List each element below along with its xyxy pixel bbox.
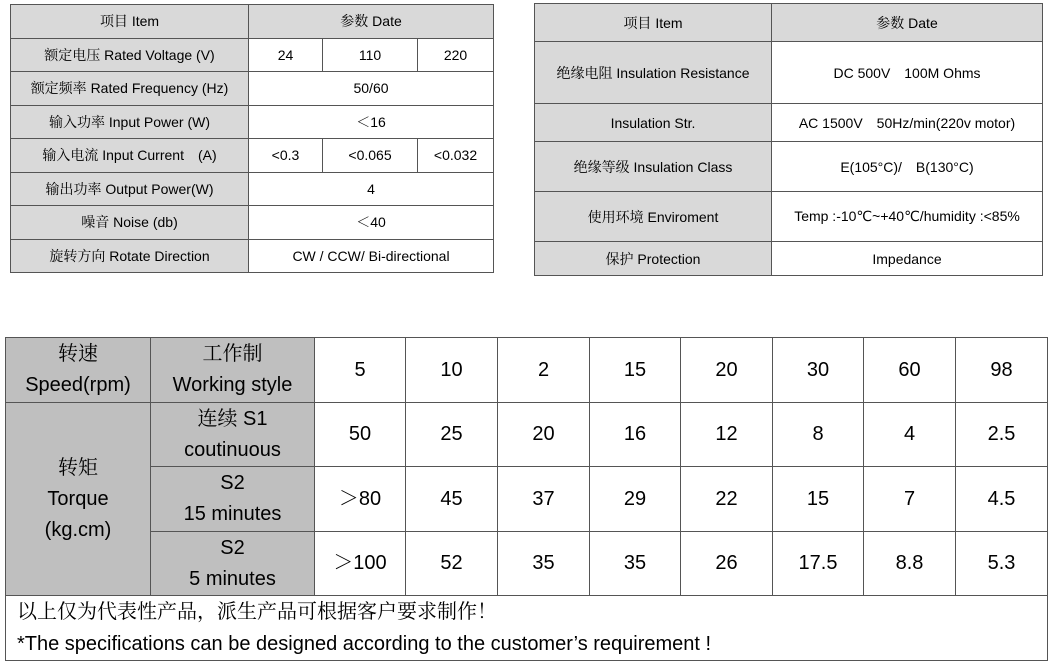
torque-value: 4.5 xyxy=(956,467,1048,532)
power-value: ＜16 xyxy=(249,105,494,139)
table-row xyxy=(11,239,494,273)
table-row xyxy=(11,72,494,106)
voltage-24: 24 xyxy=(249,38,323,72)
protection-label: 保护 Protection xyxy=(535,242,772,276)
resistance-label: 绝缘电阻 Insulation Resistance xyxy=(535,42,772,104)
table-row xyxy=(6,532,1048,596)
torque-value: ＞80 xyxy=(315,467,406,532)
torque-label-en: Torque xyxy=(47,487,109,510)
voltage-label: 额定电压 Rated Voltage (V) xyxy=(11,38,249,72)
duty-line2: 15 minutes xyxy=(183,503,282,525)
torque-label-unit: (kg.cm) xyxy=(44,518,112,541)
torque-value: 26 xyxy=(681,532,773,596)
working-style-header xyxy=(151,338,315,403)
speed-value: 20 xyxy=(681,338,773,403)
class-label: 绝缘等级 Insulation Class xyxy=(535,142,772,192)
speed-value: 5 xyxy=(315,338,406,403)
duty-line2: 5 minutes xyxy=(189,567,276,590)
torque-value: 45 xyxy=(406,467,498,532)
speed-label-en: Speed(rpm) xyxy=(25,374,131,396)
table-row xyxy=(6,403,1048,467)
torque-value: 8.8 xyxy=(864,532,956,596)
table-row xyxy=(6,596,1048,661)
header-param: 参数 Date xyxy=(772,4,1043,42)
current-24: <0.3 xyxy=(249,139,323,173)
direction-value: CW / CCW/ Bi-directional xyxy=(249,239,494,273)
noise-value: ＜40 xyxy=(249,206,494,240)
speed-value: 15 xyxy=(590,338,681,403)
header-item: 项目 Item xyxy=(535,4,772,42)
protection-value: Impedance xyxy=(772,242,1043,276)
table-row xyxy=(535,242,1043,276)
voltage-220: 220 xyxy=(418,38,494,72)
voltage-110: 110 xyxy=(323,38,418,72)
torque-value: 50 xyxy=(315,403,406,467)
duty-line2: coutinuous xyxy=(184,438,281,461)
strength-value: AC 1500V 50Hz/min(220v motor) xyxy=(772,104,1043,142)
torque-label-zh: 转矩 xyxy=(58,456,98,479)
table-row xyxy=(11,5,494,39)
torque-value: 17.5 xyxy=(773,532,864,596)
table-row xyxy=(535,142,1043,192)
header-param: 参数 Date xyxy=(249,5,494,39)
electrical-spec-table xyxy=(10,4,494,273)
frequency-label: 额定频率 Rated Frequency (Hz) xyxy=(11,72,249,106)
torque-value: 52 xyxy=(406,532,498,596)
duty-s2-5min xyxy=(151,532,315,596)
environment-value: Temp :-10℃~+40℃/humidity :<85% xyxy=(772,192,1043,242)
speed-value: 30 xyxy=(773,338,864,403)
table-row xyxy=(6,338,1048,403)
torque-value: 35 xyxy=(498,532,590,596)
table-row xyxy=(6,467,1048,532)
current-110: <0.065 xyxy=(323,139,418,173)
torque-value: 16 xyxy=(590,403,681,467)
torque-value: 2.5 xyxy=(956,403,1048,467)
torque-header xyxy=(6,403,151,596)
speed-header xyxy=(6,338,151,403)
working-style-zh: 工作制 xyxy=(202,343,263,365)
direction-label: 旋转方向 Rotate Direction xyxy=(11,239,249,273)
speed-value: 60 xyxy=(864,338,956,403)
output-label: 输出功率 Output Power(W) xyxy=(11,172,249,206)
table-row xyxy=(11,105,494,139)
torque-value: 22 xyxy=(681,467,773,532)
speed-value: 10 xyxy=(406,338,498,403)
torque-table xyxy=(5,337,1048,661)
footnote xyxy=(6,596,1048,661)
current-220: <0.032 xyxy=(418,139,494,173)
torque-value: 7 xyxy=(864,467,956,532)
torque-value: 5.3 xyxy=(956,532,1048,596)
working-style-en: Working style xyxy=(172,374,293,396)
table-row xyxy=(535,42,1043,104)
resistance-value: DC 500V 100M Ohms xyxy=(772,42,1043,104)
noise-label: 噪音 Noise (db) xyxy=(11,206,249,240)
speed-value: 98 xyxy=(956,338,1048,403)
torque-value: 37 xyxy=(498,467,590,532)
header-item: 项目 Item xyxy=(11,5,249,39)
speed-label-zh: 转速 xyxy=(58,343,98,365)
table-row xyxy=(11,172,494,206)
duty-line1: S2 xyxy=(220,472,245,494)
torque-value: ＞100 xyxy=(315,532,406,596)
frequency-value: 50/60 xyxy=(249,72,494,106)
class-value: E(105°C)/ B(130°C) xyxy=(772,142,1043,192)
torque-value: 4 xyxy=(864,403,956,467)
power-label: 输入功率 Input Power (W) xyxy=(11,105,249,139)
torque-value: 20 xyxy=(498,403,590,467)
duty-s1 xyxy=(151,403,315,467)
duty-line1: 连续 S1 xyxy=(197,407,268,430)
torque-value: 8 xyxy=(773,403,864,467)
table-row xyxy=(11,206,494,240)
table-row xyxy=(11,139,494,173)
environment-label: 使用环境 Enviroment xyxy=(535,192,772,242)
output-value: 4 xyxy=(249,172,494,206)
table-row xyxy=(535,192,1043,242)
duty-line1: S2 xyxy=(220,536,245,559)
footnote-en: *The specifications can be designed according to the customer’s requirement ! xyxy=(17,633,712,655)
duty-s2-15min xyxy=(151,467,315,532)
strength-label: Insulation Str. xyxy=(535,104,772,142)
insulation-spec-table xyxy=(534,3,1043,276)
torque-value: 15 xyxy=(773,467,864,532)
footnote-zh: 以上仅为代表性产品，派生产品可根据客户要求制作！ xyxy=(17,601,497,623)
torque-value: 25 xyxy=(406,403,498,467)
torque-value: 29 xyxy=(590,467,681,532)
torque-value: 12 xyxy=(681,403,773,467)
table-row xyxy=(535,4,1043,42)
current-label: 输入电流 Input Current (A) xyxy=(11,139,249,173)
torque-value: 35 xyxy=(590,532,681,596)
table-row xyxy=(535,104,1043,142)
table-row xyxy=(11,38,494,72)
speed-value: 2 xyxy=(498,338,590,403)
